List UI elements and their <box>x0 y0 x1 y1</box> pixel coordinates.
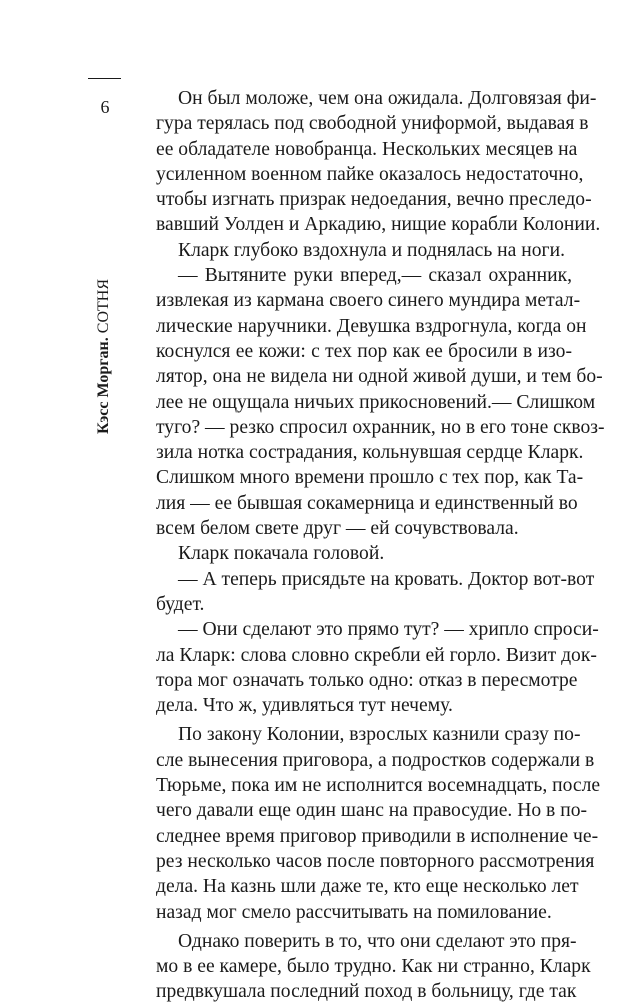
text-line: вавший Уолден и Аркадию, нищие корабли Колонии. <box>156 214 601 236</box>
text-line: Он был моложе, чем она ожидала. Долговязая фи- <box>178 88 597 109</box>
text-line: следнее время приговор приводили в исполнение че- <box>156 825 599 847</box>
text-line: сле вынесения приговора, а подростков содержали в <box>156 749 595 771</box>
text-line: дела. На казнь шли даже те, кто еще несколько лет <box>156 876 579 898</box>
running-head-author: Кэсс Морган. <box>95 337 112 434</box>
text-line: Тюрьме, пока им не исполнится восемнадцать, после <box>156 775 601 797</box>
text-line: ла Кларк: слова словно скребли ей горло. Визит док- <box>156 644 597 666</box>
text-line: Однако поверить в то, что они сделают это пря- <box>178 930 577 952</box>
text-line: мо в ее камере, было трудно. Как ни странно, Кларк <box>156 956 591 978</box>
header-rule <box>88 78 121 79</box>
text-line: — Они сделают это прямо тут? — хрипло спроси- <box>178 619 599 641</box>
paragraph <box>156 722 601 924</box>
text-line: дела. Что ж, удивляться тут нечему. <box>156 695 453 717</box>
body-text <box>156 86 605 1005</box>
text-line: тора мог означать только одно: отказ в пересмотре <box>156 669 578 691</box>
text-line: усиленном военном пайке оказалось недостаточно, <box>156 163 584 185</box>
text-line: лятор, она не видела ни одной живой души, и тем бо- <box>156 366 603 388</box>
text-line: предвкушала последний поход в больницу, где так <box>156 981 577 1003</box>
text-line: извлекая из кармана своего синего мундира метал- <box>156 290 581 312</box>
text-line: ее обладателе новобранца. Нескольких месяцев на <box>156 138 578 160</box>
text-line: По закону Колонии, взрослых казнили сразу по- <box>178 724 581 746</box>
text-line: лее не ощущала ничьих прикосновений.— Слишком <box>156 391 596 413</box>
text-line: рез несколько часов после повторного рассмотрения <box>156 850 595 872</box>
text-line: туго? — резко спросил охранник, но в его тоне сквоз- <box>156 416 605 438</box>
text-line: — Вытяните руки вперед,— сказал охранник, <box>178 265 572 287</box>
text-line: всем белом свете друг — ей сочувствовала. <box>156 518 519 540</box>
page-number: 6 <box>100 97 110 117</box>
paragraph <box>156 929 591 1005</box>
text-line: коснулся ее кожи: с тех пор как ее бросили в изо- <box>156 340 572 362</box>
text-line: лия — ее бывшая сокамерница и единственный во <box>156 492 578 514</box>
paragraph <box>156 263 605 541</box>
text-line: — А теперь присядьте на кровать. Доктор вот-вот <box>178 568 595 590</box>
paragraph <box>156 617 599 718</box>
text-line: Кларк глубоко вздохнула и поднялась на ноги. <box>178 239 565 261</box>
paragraph <box>156 567 595 618</box>
text-line: назад мог смело рассчитывать на помилование. <box>156 901 552 923</box>
running-head-title: СОТНЯ <box>95 278 112 334</box>
text-line: Кларк покачала головой. <box>178 543 385 565</box>
text-line: зила нотка сострадания, кольнувшая сердце Кларк. <box>156 442 584 464</box>
paragraph <box>156 238 572 263</box>
text-line: лические наручники. Девушка вздрогнула, когда он <box>156 315 587 337</box>
text-line: чего давали еще один шанс на правосудие. Но в по- <box>156 800 588 822</box>
text-line: гура терялась под свободной униформой, выдавая в <box>156 113 589 135</box>
text-line: Слишком много времени прошло с тех пор, как Та- <box>156 467 584 489</box>
text-line: будет. <box>156 593 205 615</box>
paragraph <box>156 86 601 238</box>
text-line: чтобы изгнать призрак недоедания, вечно преследо- <box>156 189 592 211</box>
paragraph <box>156 541 572 566</box>
